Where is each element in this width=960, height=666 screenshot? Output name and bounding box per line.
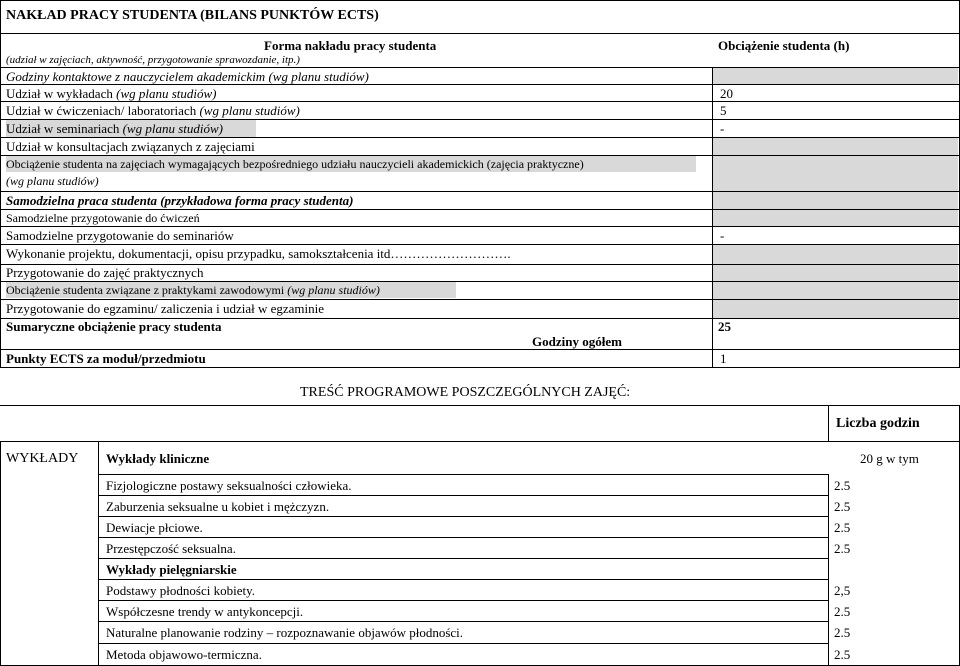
program-item-hours: 2.5 [834,647,851,662]
row-professional: Obciążenie studenta związane z praktykami zawodowymi (wg planu studiów) [6,283,380,297]
shade-project [713,244,958,264]
program-item: Metoda objawowo-termiczna. [106,647,262,662]
shade-consult [713,137,958,155]
shade-exam [713,299,958,318]
group-nursing: Wykłady pielęgniarskie [106,562,237,577]
col-load-header: Obciążenie studenta (h) [718,38,850,53]
program-item: Fizjologiczne postawy seksualności człowieka. [106,478,352,493]
group-clinical-hours: 20 g w tym [860,451,919,466]
shade-prof [713,281,958,299]
row-self-seminars: Samodzielne przygotowanie do seminariów [6,228,234,243]
program-item-hours: 2.5 [834,499,851,514]
program-item: Zaburzenia seksualne u kobiet i mężczyzn. [106,499,330,514]
program-item: Współczesne trendy w antykoncepcji. [106,604,304,619]
row-project: Wykonanie projektu, dokumentacji, opisu przypadku, samokształcenia itd………………………. [6,246,511,261]
row-consult: Udział w konsultacjach związanych z zajęciami [6,139,255,154]
row-lectures-value: 20 [720,86,733,101]
program-item-hours: 2,5 [834,583,851,598]
program-item: Przestępczość seksualna. [106,541,236,556]
program-item-hours: 2.5 [834,520,851,535]
program-item: Podstawy płodności kobiety. [106,583,256,598]
section-lectures-label: WYKŁADY [6,451,79,466]
program-item-hours: 2.5 [834,604,851,619]
program-item: Dewiacje płciowe. [106,520,203,535]
program-item-hours: 2.5 [834,478,851,493]
group-clinical: Wykłady kliniczne [106,451,210,466]
row-total: Sumaryczne obciążenie pracy studenta [6,319,222,334]
row-self-seminars-value: - [720,228,725,243]
row-total-hours: Godziny ogółem [532,334,622,349]
shade-prep [713,264,958,281]
row-practical-note: (wg planu studiów) [6,174,99,188]
row-practical: Obciążenie studenta na zajęciach wymagających bezpośredniego udziału nauczycieli akademickich (zajęcia praktyczne) [6,157,584,171]
row-seminars-value: - [720,121,725,136]
row-ects-value: 1 [720,351,727,366]
shade-practical-val [713,155,958,191]
row-ects: Punkty ECTS za moduł/przedmiotu [6,351,206,366]
ects-title: NAKŁAD PRACY STUDENTA (BILANS PUNKTÓW ECTS) [6,8,379,23]
program-title: TREŚĆ PROGRAMOWE POSZCZEGÓLNYCH ZAJĘĆ: [300,385,631,400]
col-form-note: (udział w zajęciach, aktywność, przygotowanie sprawozdanie, itp.) [6,54,300,66]
program-item: Naturalne planowanie rodziny – rozpoznawanie objawów płodności. [106,625,464,640]
row-lectures: Udział w wykładach (wg planu studiów) [6,86,217,101]
program-item-hours: 2.5 [834,625,851,640]
row-exercises: Udział w ćwiczeniach/ laboratoriach (wg planu studiów) [6,103,300,118]
self-header: Samodzielna praca studenta (przykładowa forma pracy studenta) [6,193,354,208]
shade-self [713,191,958,209]
program-item-hours: 2.5 [834,541,851,556]
row-total-value: 25 [718,319,731,334]
shade-self-ex [713,209,958,226]
row-seminars: Udział w seminariach (wg planu studiów) [6,121,223,136]
row-self-exercises: Samodzielne przygotowanie do ćwiczeń [6,211,200,225]
shade-contact [713,67,958,84]
row-exam: Przygotowanie do egzaminu/ zaliczenia i udział w egzaminie [6,301,325,316]
col-hours-header: Liczba godzin [836,416,920,431]
contact-header: Godziny kontaktowe z nauczycielem akademickim (wg planu studiów) [6,69,369,84]
row-exercises-value: 5 [720,103,727,118]
row-prep-practical: Przygotowanie do zajęć praktycznych [6,265,204,280]
col-form-header: Forma nakładu pracy studenta [264,38,437,53]
